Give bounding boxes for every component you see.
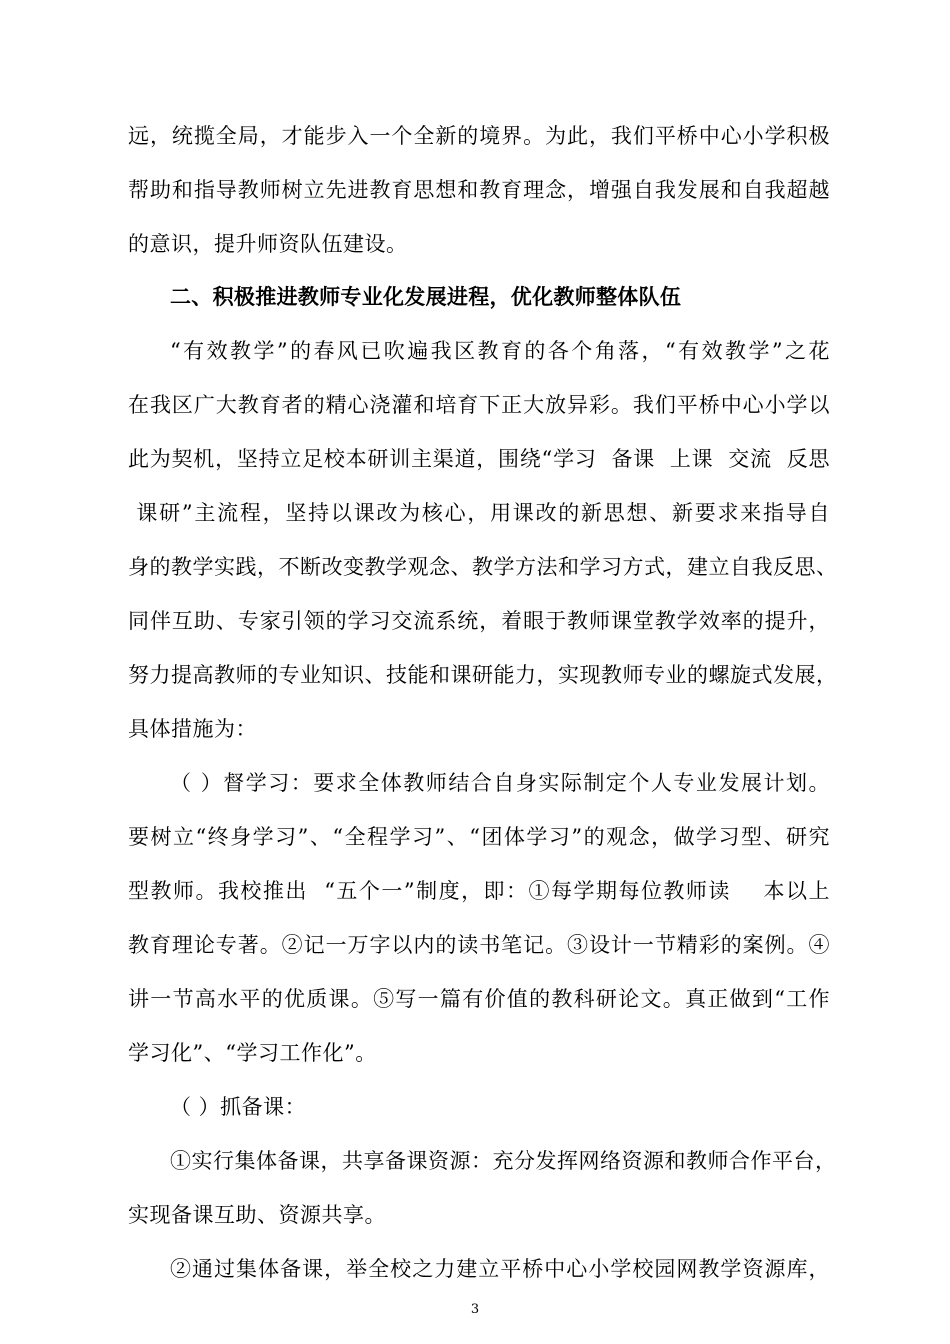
- section-heading: 二、积极推进教师专业化发展进程，优化教师整体队伍: [170, 285, 682, 309]
- page-number: 3: [470, 1302, 480, 1317]
- paragraph-2-line-4: 课研”主流程，坚持以课改为核心，用课改的新思想、新要求来指导自: [128, 501, 830, 525]
- paragraph-2-line-7: 努力提高教师的专业知识、技能和课研能力，实现教师专业的螺旋式发展，: [128, 663, 838, 687]
- paragraph-3-line-5: 讲一节高水平的优质课。⑤写一篇有价值的教科研论文。真正做到“工作: [128, 987, 830, 1011]
- paragraph-5-line-2: 实现备课互助、资源共享。: [128, 1203, 386, 1227]
- paragraph-1-line-1: 远，统揽全局，才能步入一个全新的境界。为此，我们平桥中心小学积极: [128, 124, 830, 148]
- paragraph-4-line-1: （ ）抓备课：: [170, 1095, 307, 1119]
- paragraph-3-line-2: 要树立“终身学习”、“全程学习”、“团体学习”的观念，做学习型、研究: [128, 825, 830, 849]
- paragraph-6-line-1: ②通过集体备课，举全校之力建立平桥中心小学校园网教学资源库，: [170, 1257, 830, 1281]
- paragraph-5-line-1: ①实行集体备课，共享备课资源：充分发挥网络资源和教师合作平台，: [170, 1149, 837, 1173]
- paragraph-3-line-1: （ ）督学习：要求全体教师结合自身实际制定个人专业发展计划。: [170, 771, 830, 795]
- paragraph-2-line-2: 在我区广大教育者的精心浇灌和培育下正大放异彩。我们平桥中心小学以: [128, 393, 830, 417]
- paragraph-2-line-6: 同伴互助、专家引领的学习交流系统，着眼于教师课堂教学效率的提升，: [128, 609, 830, 633]
- paragraph-2-line-3: 此为契机，坚持立足校本研训主渠道，围绕“学习 备课 上课 交流 反思: [128, 447, 830, 471]
- paragraph-2-line-5: 身的教学实践，不断改变教学观念、教学方法和学习方式，建立自我反思、: [128, 555, 838, 579]
- paragraph-1-line-3: 的意识，提升师资队伍建设。: [128, 232, 408, 256]
- paragraph-3-line-4: 教育理论专著。②记一万字以内的读书笔记。③设计一节精彩的案例。④: [128, 933, 830, 957]
- paragraph-2-line-8: 具体措施为：: [128, 717, 257, 741]
- paragraph-3-line-6: 学习化”、“学习工作化”。: [128, 1041, 377, 1065]
- paragraph-3-line-3: 型教师。我校推出 “五个一”制度，即：①每学期每位教师读 本以上: [128, 879, 830, 903]
- paragraph-1-line-2: 帮助和指导教师树立先进教育思想和教育理念，增强自我发展和自我超越: [128, 178, 830, 202]
- paragraph-2-line-1: “有效教学”的春风已吹遍我区教育的各个角落，“有效教学”之花: [170, 339, 830, 363]
